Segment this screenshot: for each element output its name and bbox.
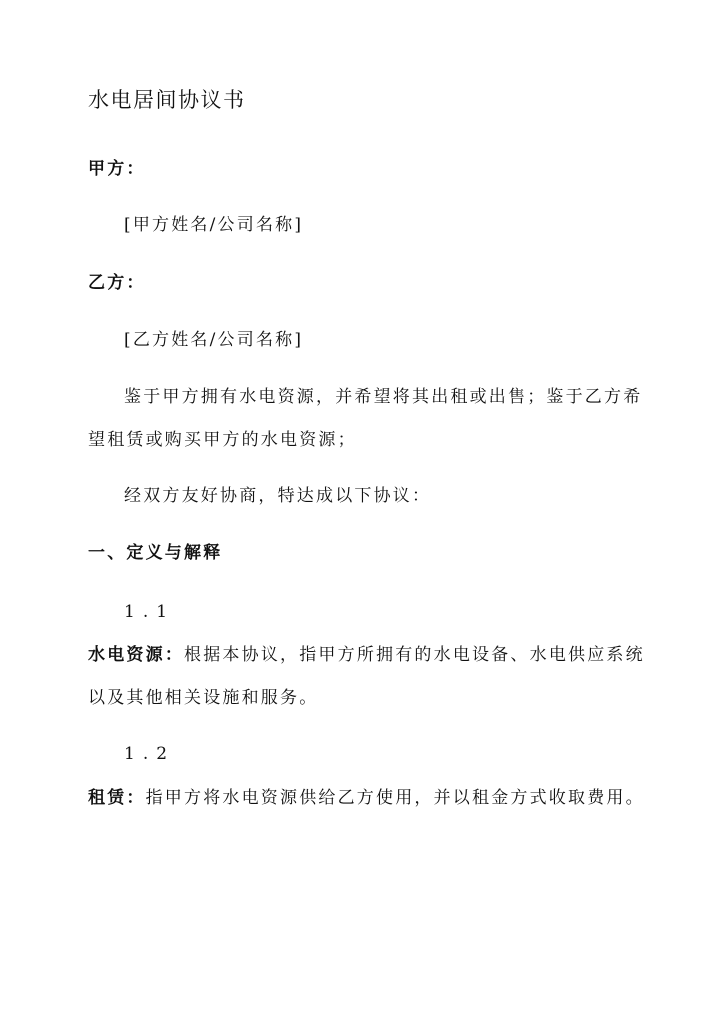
clause-1-2-line (88, 790, 645, 807)
party-b-placeholder: [乙方姓名/公司名称] (124, 330, 304, 350)
preamble-line-2: 望租赁或购买甲方的水电资源； (88, 430, 357, 450)
clause-1-2-number: 1.2 (124, 744, 176, 764)
agreement-intro: 经双方友好协商，特达成以下协议： (124, 486, 432, 506)
clause-1-2-colon: ： (126, 788, 146, 808)
party-a-placeholder: [甲方姓名/公司名称] (124, 215, 304, 235)
clause-1-1-text-line-2: 以及其他相关设施和服务。 (88, 688, 319, 708)
clause-1-1-number: 1.1 (124, 602, 176, 622)
preamble-line-1: 鉴于甲方拥有水电资源，并希望将其出租或出售；鉴于乙方希 (124, 387, 643, 407)
clause-1-2-text: 指甲方将水电资源供给乙方使用，并以租金方式收取费用。 (145, 788, 645, 808)
clause-1-1-term: 水电资源 (88, 645, 165, 665)
party-a-label: 甲方： (88, 159, 146, 179)
document-title: 水电居间协议书 (88, 88, 246, 112)
clause-1-1-text-line-1: 根据本协议，指甲方所拥有的水电设备、水电供应系统 (184, 645, 645, 665)
section-1-heading: 一、定义与解释 (88, 543, 223, 563)
clause-1-2-term: 租赁 (88, 788, 127, 808)
party-b-label: 乙方： (88, 273, 146, 293)
clause-1-1-colon: ： (164, 645, 185, 665)
clause-1-1-line-1 (88, 647, 645, 664)
